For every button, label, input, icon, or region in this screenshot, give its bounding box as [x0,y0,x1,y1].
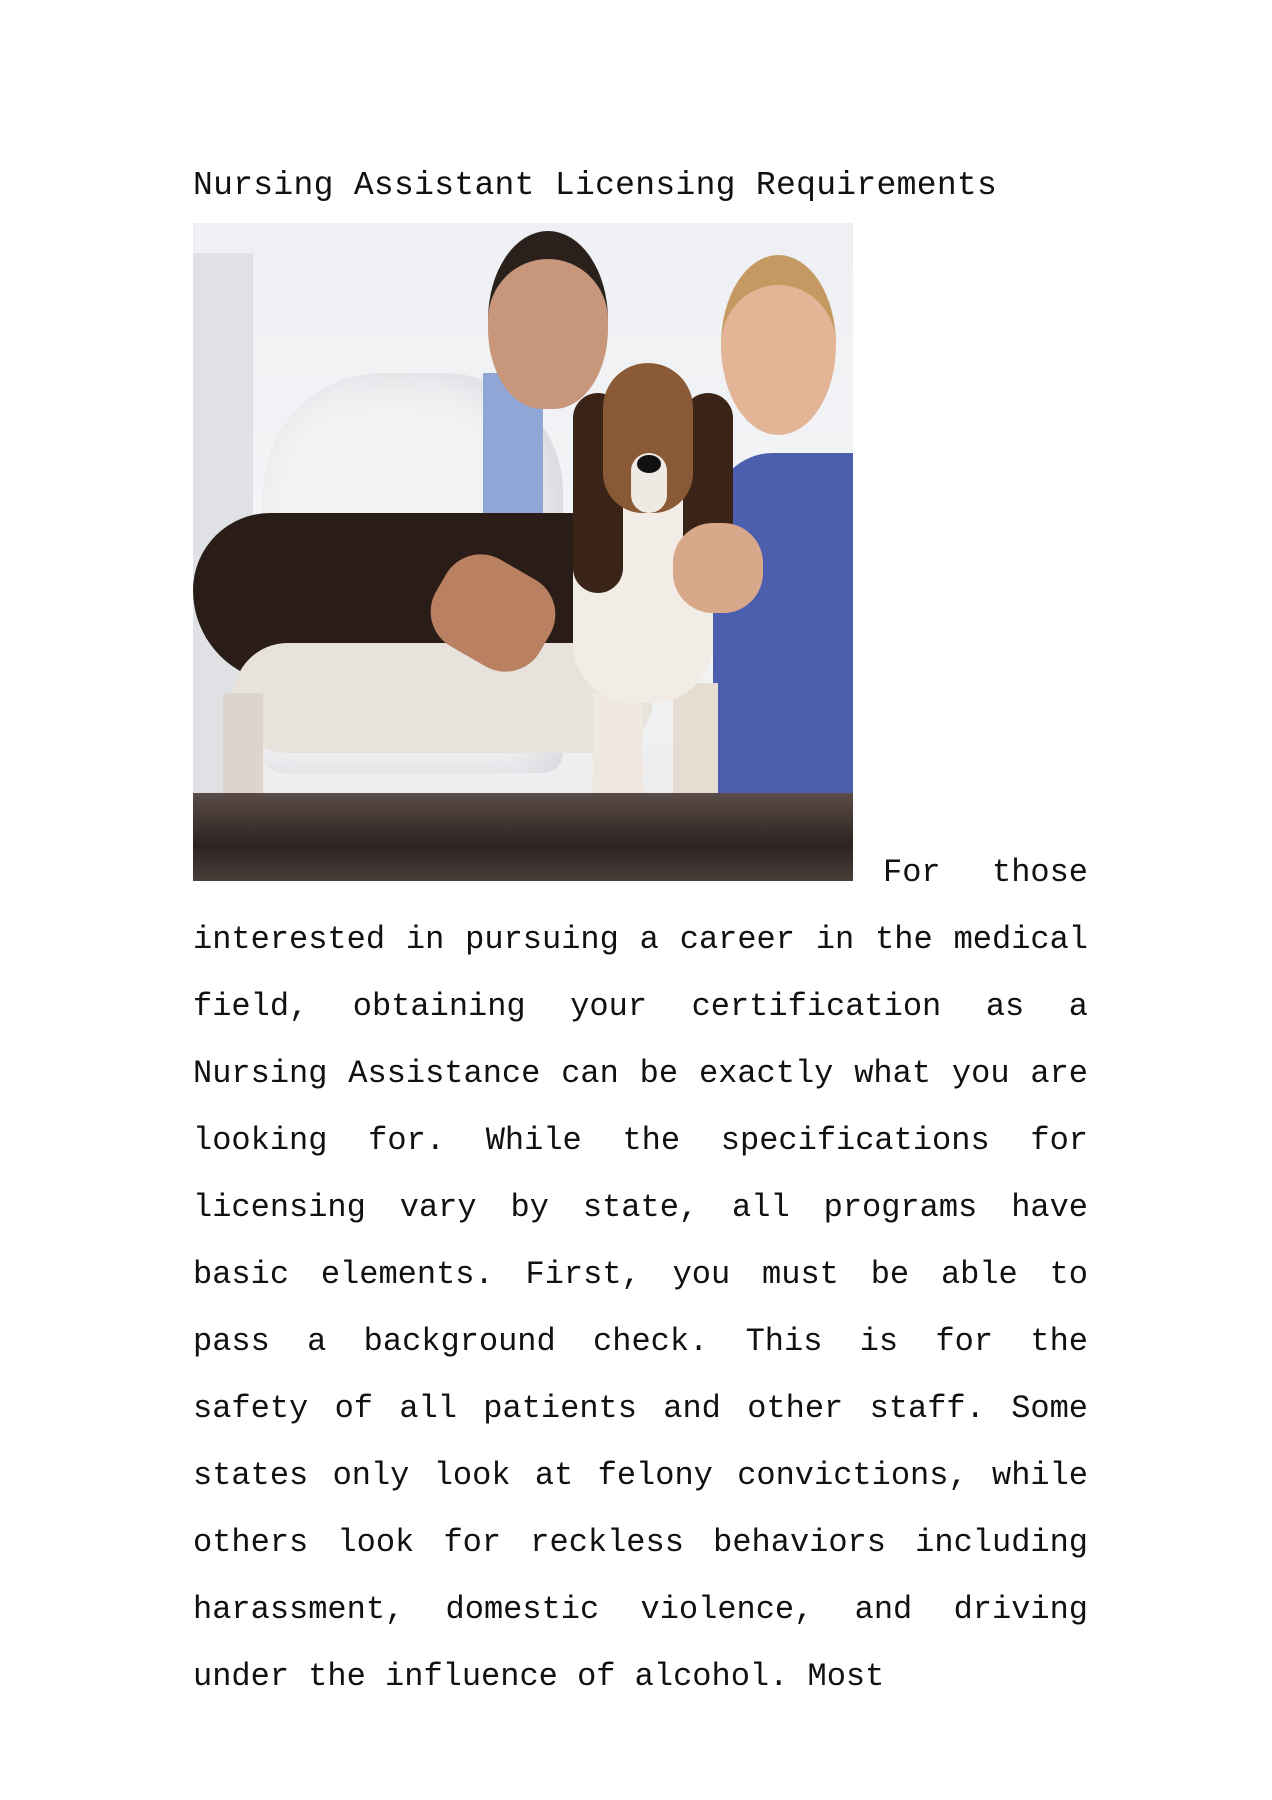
document-title: Nursing Assistant Licensing Requirements [193,167,998,204]
body-text: For those interested in pursuing a career in the medical field, obtaining your certification as a Nursing Assistance can be exactly what you are looking for. While the specifications for licensing vary by state, all programs have basic elements. First, you must be able to pass a background check. This is for the safety of all patients and other staff. Some states only look at felony convictions, while others look for reckless behaviors including harassment, domestic violence, and driving under the influence of alcohol. Most [193,854,1088,1695]
body-paragraph [193,223,1088,1710]
vet-dog-photo [193,223,853,881]
